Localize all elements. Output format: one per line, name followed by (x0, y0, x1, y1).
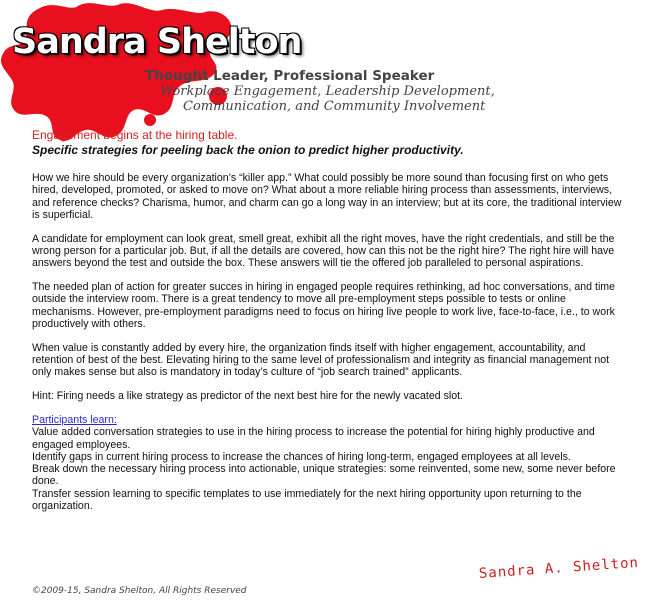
paragraph-1: How we hire should be every organization’s “killer app.” What could possibly be more sound than focusing first on who gets hired, developed, promoted, or asked to move on? What about a more reliable hiring process than assessments, interviews, and reference checks? Charisma, humor, and charm can go a long way in an interview; but at its core, the traditional interview is superficial. (32, 172, 622, 221)
tagline-focus-line-1: Workplace Engagement, Leadership Development, (160, 84, 495, 99)
learn-list (32, 426, 627, 512)
paragraph-3: The needed plan of action for greater succes in hiring in engaged people requires rethinking, ad hoc conversations, and time outside the interview room. There is a great tendency to move all pre-employment steps possible to tests or online mechanisms. However, pre-employment paradigms need to focus on hiring live people to work live, face-to-face, i.e., to work productively with others. (32, 281, 616, 330)
participants-learn-link[interactable]: Participants learn: (32, 413, 117, 426)
tagline-focus-line-2: Communication, and Community Involvement (183, 99, 486, 114)
copyright-notice: ©2009-15, Sandra Shelton, All Rights Reserved (32, 586, 247, 596)
paragraph-hint: Hint: Firing needs a like strategy as predictor of the next best hire for the newly vacated slot. (32, 390, 464, 403)
signature: Sandra A. Shelton (478, 554, 640, 582)
list-item: Value added conversation strategies to use in the hiring process to increase the potential for hiring highly productive and engaged employees. (32, 426, 595, 451)
list-item: Break down the necessary hiring process into actionable, unique strategies: some reinvented, some new, some never before done. (32, 463, 616, 488)
list-item: Transfer session learning to specific templates to use immediately for the next hiring opportunity upon returning to the organization. (32, 487, 582, 513)
brand-name: Sandra Shelton (12, 22, 302, 62)
article-subheadline: Specific strategies for peeling back the onion to predict higher productivity. (32, 143, 464, 157)
paragraph-4: When value is constantly added by every hire, the organization finds itself with higher engagement, accountability, and retention of best of the best. Elevating hiring to the same level of professionalism and integrity as financial management not only makes sense but also is mandatory in today’s culture of “job search trained” applicants. (32, 341, 610, 379)
article-body (32, 128, 627, 512)
tagline-title: Thought Leader, Professional Speaker (145, 68, 435, 84)
article-headline: Engagement begins at the hiring table. (32, 128, 238, 142)
list-item: Identify gaps in current hiring process to increase the chances of hiring long-term, engaged employees at all levels. (32, 450, 571, 463)
paragraph-2: A candidate for employment can look great, smell great, exhibit all the right moves, have the right credentials, and still be the wrong person for a particular job. But, if all the details are covered, how can this not be the right hire? The right hire will have answers beyond the test and outside the box. These answers will tie the offered job paralleled to personal aspirations. (32, 232, 615, 270)
